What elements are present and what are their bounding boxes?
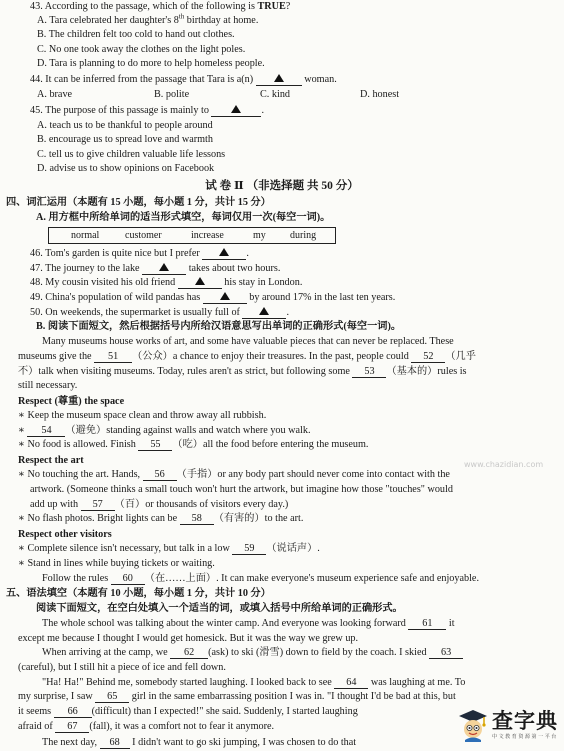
q48: 48. My cousin visited his old friend his stay in London. — [30, 277, 303, 288]
passage-c-line: When arriving at the camp, we 62 (ask) to ski (滑雪) down to field by the coach. I skied 63 — [42, 646, 463, 660]
answer-blank — [256, 74, 302, 86]
bullet-continuation: add up with 57 （百）or thousands of visitors every day.) — [30, 499, 289, 510]
subheading-respect-visitors: Respect other visitors — [18, 529, 112, 540]
section-4-part-a-instructions: A. 用方框中所给单词的适当形式填空，每词仅用一次(每空一词)。 — [36, 212, 331, 223]
passage-c-line: it seems 66 (difficult) than I expected!" she said. Suddenly, I started laughing — [18, 706, 358, 717]
blank-67: 67 — [55, 721, 89, 733]
subheading-respect-space: Respect (尊重) the space — [18, 396, 125, 407]
blank-65: 65 — [95, 691, 129, 703]
brand-logo — [456, 706, 560, 750]
passage-b-line: museums give the 51 （公众）a chance to enjoy their treasures. In the past, people could 52 （几乎 — [18, 351, 476, 362]
bullet-item: ∗ Stand in lines while buying tickets or waiting. — [18, 558, 215, 569]
section-4-heading: 四、词汇运用（本题有 15 小题，每小题 1 分，共计 15 分） — [6, 197, 271, 208]
bullet-continuation: artwork. (Someone thinks a small touch won't hurt the artwork, but imagine how those "touches" would — [30, 484, 453, 495]
q44-option-b: B. polite — [154, 89, 190, 100]
word-during: during — [290, 230, 317, 241]
q43-stem: 43. According to the passage, which of the following is TRUE? — [30, 1, 291, 12]
bullet-item: ∗ No flash photos. Bright lights can be 58 （有害的）to the art. — [18, 513, 304, 524]
q49: 49. China's population of wild pandas has by around 17% in the last ten years. — [30, 292, 396, 303]
q43-option-a: A. Tara celebrated her daughter's 8th birthday at home. — [37, 12, 259, 26]
triangle-marker-icon — [220, 292, 230, 300]
brand-name: 查字典 — [492, 709, 558, 733]
blank-51: 51 — [94, 351, 132, 363]
triangle-marker-icon — [159, 263, 169, 271]
q44-option-a: A. brave — [37, 89, 73, 100]
q45-option-d: D. advise us to show opinions on Facebook — [37, 163, 215, 174]
blank-56: 56 — [143, 469, 177, 481]
bullet-item: ∗ No touching the art. Hands, 56 （手指）or any body part should never come into contact with the — [18, 469, 450, 480]
q50: 50. On weekends, the supermarket is usually full of . — [30, 307, 290, 318]
site-watermark: www.chazidian.com — [464, 460, 544, 469]
bullet-item: ∗ No food is allowed. Finish 55 （吃）all the food before entering the museum. — [18, 439, 369, 450]
bullet-item: ∗ Keep the museum space clean and throw away all rubbish. — [18, 410, 267, 421]
q44-stem: 44. It can be inferred from the passage that Tara is a(n) woman. — [30, 74, 337, 85]
passage-c-line: (careful), but I still hit a piece of ice and fell down. — [18, 662, 226, 673]
blank-53: 53 — [352, 366, 386, 378]
section-4-part-b-instructions: B. 阅读下面短文，然后根据括号内所给汉语意思写出单词的正确形式(每空一词)。 — [36, 321, 402, 332]
passage-c-line: except me because I thought I would get homesick. But it was the way we grew up. — [18, 633, 359, 644]
answer-blank — [142, 263, 186, 275]
section-5-heading: 五、语法填空（本题有 10 小题，每小题 1 分，共计 10 分） — [6, 588, 271, 599]
passage-b-line: still necessary. — [18, 380, 78, 391]
word-my: my — [253, 230, 266, 241]
q45-stem: 45. The purpose of this passage is mainly to . — [30, 105, 265, 116]
triangle-marker-icon — [259, 307, 269, 315]
brand-tagline: 中 文 教 育 资 源 第 一 平 台 — [492, 734, 557, 740]
blank-54: 54 — [27, 425, 65, 437]
word-customer: customer — [125, 230, 162, 241]
word-increase: increase — [191, 230, 224, 241]
passage-c-line: The next day, 68 I didn't want to go ski jumping, I was chosen to do that — [42, 737, 357, 748]
triangle-marker-icon — [195, 277, 205, 285]
q46: 46. Tom's garden is quite nice but I prefer . — [30, 248, 249, 259]
blank-59: 59 — [232, 543, 266, 555]
section-5-instructions: 阅读下面短文，在空白处填入一个适当的词，或填入括号中所给单词的正确形式。 — [36, 603, 403, 614]
answer-blank — [203, 292, 247, 304]
q45-option-c: C. tell us to give children valuable life lessons — [37, 149, 226, 160]
answer-blank — [178, 277, 222, 289]
graduate-mascot-icon — [458, 708, 488, 742]
answer-blank — [211, 105, 261, 117]
triangle-marker-icon — [219, 248, 229, 256]
blank-52: 52 — [411, 351, 445, 363]
triangle-marker-icon — [274, 74, 284, 82]
q44-option-d: D. honest — [360, 89, 400, 100]
triangle-marker-icon — [231, 105, 241, 113]
blank-55: 55 — [138, 439, 172, 451]
subheading-respect-art: Respect the art — [18, 455, 84, 466]
word-normal: normal — [71, 230, 100, 241]
word-box — [48, 227, 336, 244]
q43-option-c: C. No one took away the clothes on the light poles. — [37, 44, 246, 55]
blank-64: 64 — [334, 677, 368, 689]
q44-option-c: C. kind — [260, 89, 291, 100]
blank-58: 58 — [180, 513, 214, 525]
answer-blank — [202, 248, 246, 260]
bullet-item: ∗ 54 （避免）standing against walls and watch where you walk. — [18, 425, 311, 436]
bullet-item: ∗ Complete silence isn't necessary, but talk in a low 59 （说话声）. — [18, 543, 320, 554]
passage-b-line: 不）talk when visiting museums. Today, rules aren't as strict, but following some 53 （基本的）rules is — [18, 366, 467, 377]
passage-c-line: The whole school was talking about the winter camp. And everyone was looking forward 61 it — [42, 618, 455, 629]
paper-title: 试 卷 Ⅱ （非选择题 共 50 分） — [205, 180, 359, 192]
blank-57: 57 — [81, 499, 115, 511]
passage-b-line: Follow the rules 60 （在……上面）. It can make everyone's museum experience safe and enjoyable. — [42, 573, 479, 584]
blank-62: 62 — [170, 647, 208, 659]
passage-c-line: afraid of 67 (fall), it was a comfort not to fear it anymore. — [18, 721, 275, 732]
passage-c-line: my surprise, I saw 65 girl in the same embarrassing position I was in. "I thought I'd be bad at this, but — [18, 691, 456, 702]
blank-63: 63 — [429, 647, 463, 659]
q45-option-a: A. teach us to be thankful to people around — [37, 120, 213, 131]
blank-61: 61 — [408, 618, 446, 630]
passage-c-line: "Ha! Ha!" Behind me, somebody started laughing. I looked back to see 64 was laughing at me. To — [42, 677, 466, 688]
q43-option-d: D. Tara is planning to do more to help homeless people. — [37, 58, 265, 69]
blank-66: 66 — [54, 706, 92, 718]
q45-option-b: B. encourage us to spread love and warmth — [37, 134, 213, 145]
q43-option-b: B. The children felt too cold to hand out clothes. — [37, 29, 235, 40]
answer-blank — [242, 307, 286, 319]
blank-68: 68 — [100, 737, 130, 749]
blank-60: 60 — [111, 573, 145, 585]
passage-b-line: Many museums house works of art, and some have valuable pieces that can never be replaced. These — [42, 336, 454, 347]
q47: 47. The journey to the lake takes about two hours. — [30, 263, 281, 274]
